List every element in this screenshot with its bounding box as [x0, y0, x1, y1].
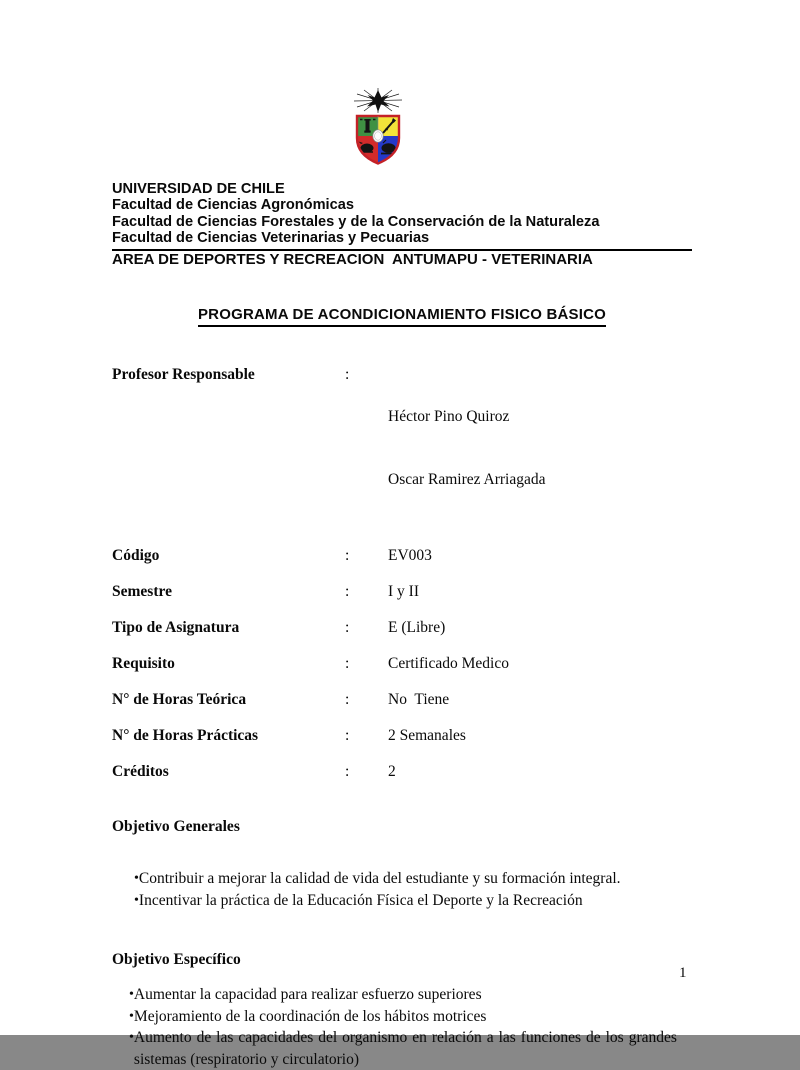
section-heading: Objetivo Generales [112, 818, 240, 836]
course-info-fields [112, 364, 692, 782]
page-number: 1 [679, 965, 687, 981]
field-value: Certificado Medico [388, 655, 509, 673]
university-name: UNIVERSIDAD DE CHILE [112, 181, 285, 197]
bullet-icon: • [129, 987, 134, 1003]
field-label: N° de Horas Teórica [112, 691, 247, 709]
document-header [112, 181, 692, 268]
field-value: EV003 [388, 547, 432, 565]
field-value: 2 Semanales [388, 727, 466, 745]
field-value: I y II [388, 583, 419, 601]
field-colon: : [345, 547, 350, 565]
bullet-icon: • [134, 871, 139, 887]
section-heading: Objetivo Específico [112, 951, 241, 969]
area-title: AREA DE DEPORTES Y RECREACION ANTUMAPU - VETERINARIA [112, 250, 593, 268]
field-value: E (Libre) [388, 619, 446, 637]
field-label: Requisito [112, 655, 175, 673]
document-title: PROGRAMA DE ACONDICIONAMIENTO FISICO BÁSICO [198, 306, 606, 327]
field-label: Créditos [112, 763, 169, 781]
field-codigo [112, 545, 692, 566]
field-colon: : [345, 727, 350, 745]
crest-icon [350, 88, 406, 168]
list-item-text: Incentivar la práctica de la Educación Física el Deporte y la Recreación [138, 891, 583, 909]
title-row [112, 306, 692, 327]
field-horas-practicas [112, 725, 692, 746]
field-semestre [112, 581, 692, 602]
field-profesor-responsable [112, 364, 692, 532]
faculty-line-2: Facultad de Ciencias Forestales y de la Conservación de la Naturaleza [112, 213, 600, 230]
list-item [112, 1006, 692, 1028]
field-creditos [112, 761, 692, 782]
field-colon: : [345, 691, 350, 709]
list-item [112, 1027, 692, 1070]
bullet-list [112, 984, 692, 1070]
field-label: Código [112, 547, 160, 565]
list-item [112, 890, 692, 912]
field-value: No Tiene [388, 691, 450, 709]
professor-name-2: Oscar Ramirez Arriagada [388, 471, 546, 489]
field-colon: : [345, 583, 350, 601]
professor-name-1: Héctor Pino Quiroz [388, 408, 510, 426]
section-objetivo-especifico [112, 949, 692, 1070]
field-label: Tipo de Asignatura [112, 619, 240, 637]
list-item-text: Contribuir a mejorar la calidad de vida del estudiante y su formación integral. [138, 870, 621, 888]
field-value [388, 364, 546, 532]
bullet-icon: • [134, 892, 139, 908]
list-item-text: Aumentar la capacidad para realizar esfuerzo superiores [133, 986, 482, 1004]
field-label: N° de Horas Prácticas [112, 727, 259, 745]
field-horas-teorica [112, 689, 692, 710]
field-colon: : [345, 366, 350, 384]
field-value: 2 [388, 763, 396, 781]
faculty-line-3: Facultad de Ciencias Veterinarias y Pecuarias [112, 230, 430, 247]
university-crest-logo [350, 88, 406, 168]
section-objetivo-generales [112, 816, 692, 911]
field-requisito [112, 653, 692, 674]
field-label: Profesor Responsable [112, 366, 255, 384]
bullet-icon: • [129, 1030, 134, 1046]
field-colon: : [345, 655, 350, 673]
field-colon: : [345, 763, 350, 781]
field-label: Semestre [112, 583, 172, 601]
list-item-text: Aumento de las capacidades del organismo en relación a las funciones de los grandes sistemas (respiratorio y circulatorio) [133, 1029, 677, 1068]
list-item-text: Mejoramiento de la coordinación de los hábitos motrices [133, 1007, 487, 1025]
field-colon: : [345, 619, 350, 637]
list-item [112, 868, 692, 890]
list-item [112, 984, 692, 1006]
field-tipo-asignatura [112, 617, 692, 638]
bullet-icon: • [129, 1008, 134, 1024]
bullet-list [112, 868, 692, 911]
faculty-line-1: Facultad de Ciencias Agronómicas [112, 197, 354, 214]
